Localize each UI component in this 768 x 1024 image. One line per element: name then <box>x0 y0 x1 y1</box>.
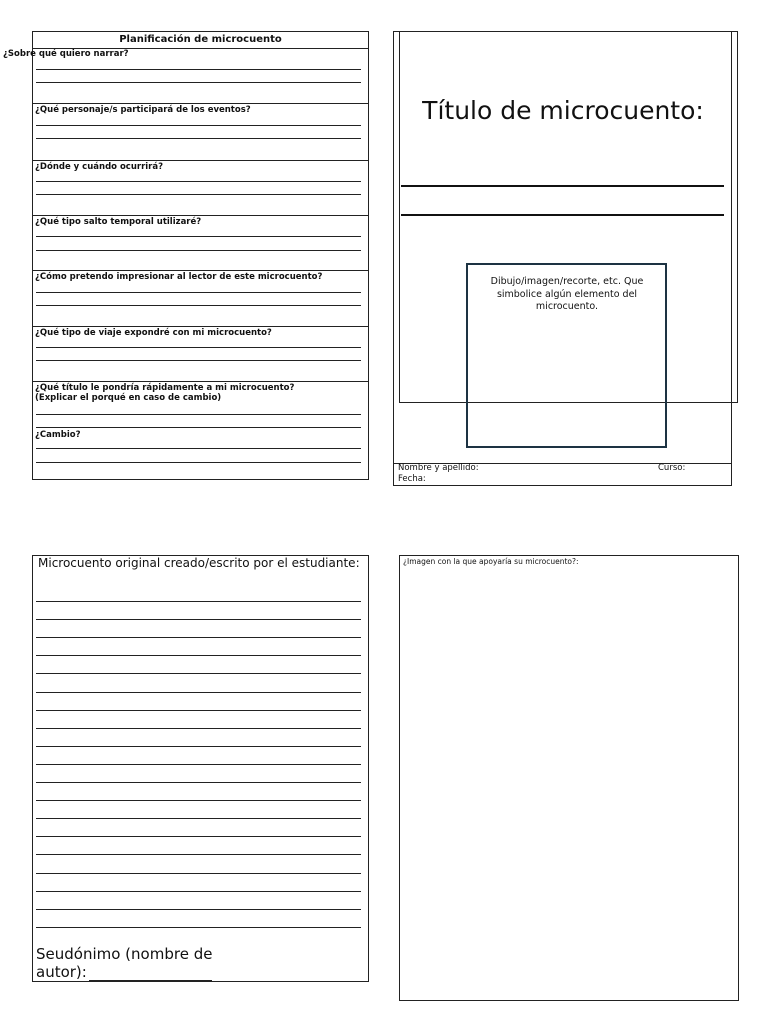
microcuento-title: Microcuento original creado/escrito por el estudiante: <box>38 556 360 570</box>
writing-line[interactable] <box>36 655 361 656</box>
name-label: Nombre y apellido: <box>398 463 479 473</box>
question-4: ¿Qué tipo salto temporal utilizaré? <box>35 217 202 227</box>
pseudonym-text: Seudónimo (nombre de autor): <box>36 945 213 981</box>
writing-line[interactable] <box>36 873 361 874</box>
answer-line[interactable] <box>36 347 361 348</box>
writing-line[interactable] <box>36 854 361 855</box>
writing-line[interactable] <box>36 673 361 674</box>
cover-title: Título de microcuento: <box>422 96 704 125</box>
writing-line[interactable] <box>36 800 361 801</box>
writing-line[interactable] <box>36 927 361 928</box>
writing-line[interactable] <box>36 619 361 620</box>
question-3: ¿Dónde y cuándo ocurrirá? <box>35 162 164 172</box>
answer-line[interactable] <box>36 448 361 449</box>
writing-line[interactable] <box>36 909 361 910</box>
answer-line[interactable] <box>36 462 361 463</box>
writing-line[interactable] <box>36 818 361 819</box>
writing-line[interactable] <box>36 728 361 729</box>
planning-sheet <box>32 31 369 480</box>
date-label: Fecha: <box>398 474 426 484</box>
writing-line[interactable] <box>36 637 361 638</box>
section-divider <box>32 103 369 104</box>
section-divider <box>32 381 369 382</box>
section-divider <box>32 270 369 271</box>
answer-line[interactable] <box>36 250 361 251</box>
writing-line[interactable] <box>36 764 361 765</box>
writing-line[interactable] <box>36 710 361 711</box>
answer-line[interactable] <box>36 69 361 70</box>
writing-line[interactable] <box>36 836 361 837</box>
answer-line[interactable] <box>36 125 361 126</box>
section-divider <box>32 160 369 161</box>
question-2: ¿Qué personaje/s participará de los eventos? <box>35 105 251 115</box>
writing-line[interactable] <box>36 692 361 693</box>
writing-line[interactable] <box>36 891 361 892</box>
answer-line[interactable] <box>36 194 361 195</box>
answer-line[interactable] <box>36 360 361 361</box>
question-8: ¿Cambio? <box>35 430 81 440</box>
writing-line[interactable] <box>36 601 361 602</box>
question-7: ¿Qué título le pondría rápidamente a mi microcuento? <box>35 383 295 393</box>
question-1: ¿Sobre qué quiero narrar? <box>3 49 129 59</box>
answer-line[interactable] <box>36 138 361 139</box>
planning-title: Planificación de microcuento <box>33 32 368 49</box>
answer-line[interactable] <box>36 414 361 415</box>
answer-line[interactable] <box>36 82 361 83</box>
image-panel-title: ¿Imagen con la que apoyaría su microcuento?: <box>403 557 579 566</box>
answer-line[interactable] <box>36 236 361 237</box>
writing-line[interactable] <box>36 746 361 747</box>
answer-line[interactable] <box>36 292 361 293</box>
section-divider <box>32 326 369 327</box>
image-box-text: Dibujo/imagen/recorte, etc. Que simbolice algún elemento del microcuento. <box>490 276 644 312</box>
answer-line[interactable] <box>36 427 361 428</box>
section-divider <box>32 215 369 216</box>
answer-line[interactable] <box>36 305 361 306</box>
title-line[interactable] <box>401 214 724 216</box>
question-5: ¿Cómo pretendo impresionar al lector de este microcuento? <box>35 272 323 282</box>
writing-line[interactable] <box>36 782 361 783</box>
answer-line[interactable] <box>36 181 361 182</box>
question-6: ¿Qué tipo de viaje expondré con mi microcuento? <box>35 328 272 338</box>
pseudonym-line[interactable] <box>89 980 212 981</box>
pseudonym-label <box>36 945 236 981</box>
course-label: Curso: <box>658 463 686 473</box>
image-panel[interactable] <box>399 555 739 1001</box>
title-line[interactable] <box>401 185 724 187</box>
question-7-note: (Explicar el porqué en caso de cambio) <box>35 393 222 403</box>
